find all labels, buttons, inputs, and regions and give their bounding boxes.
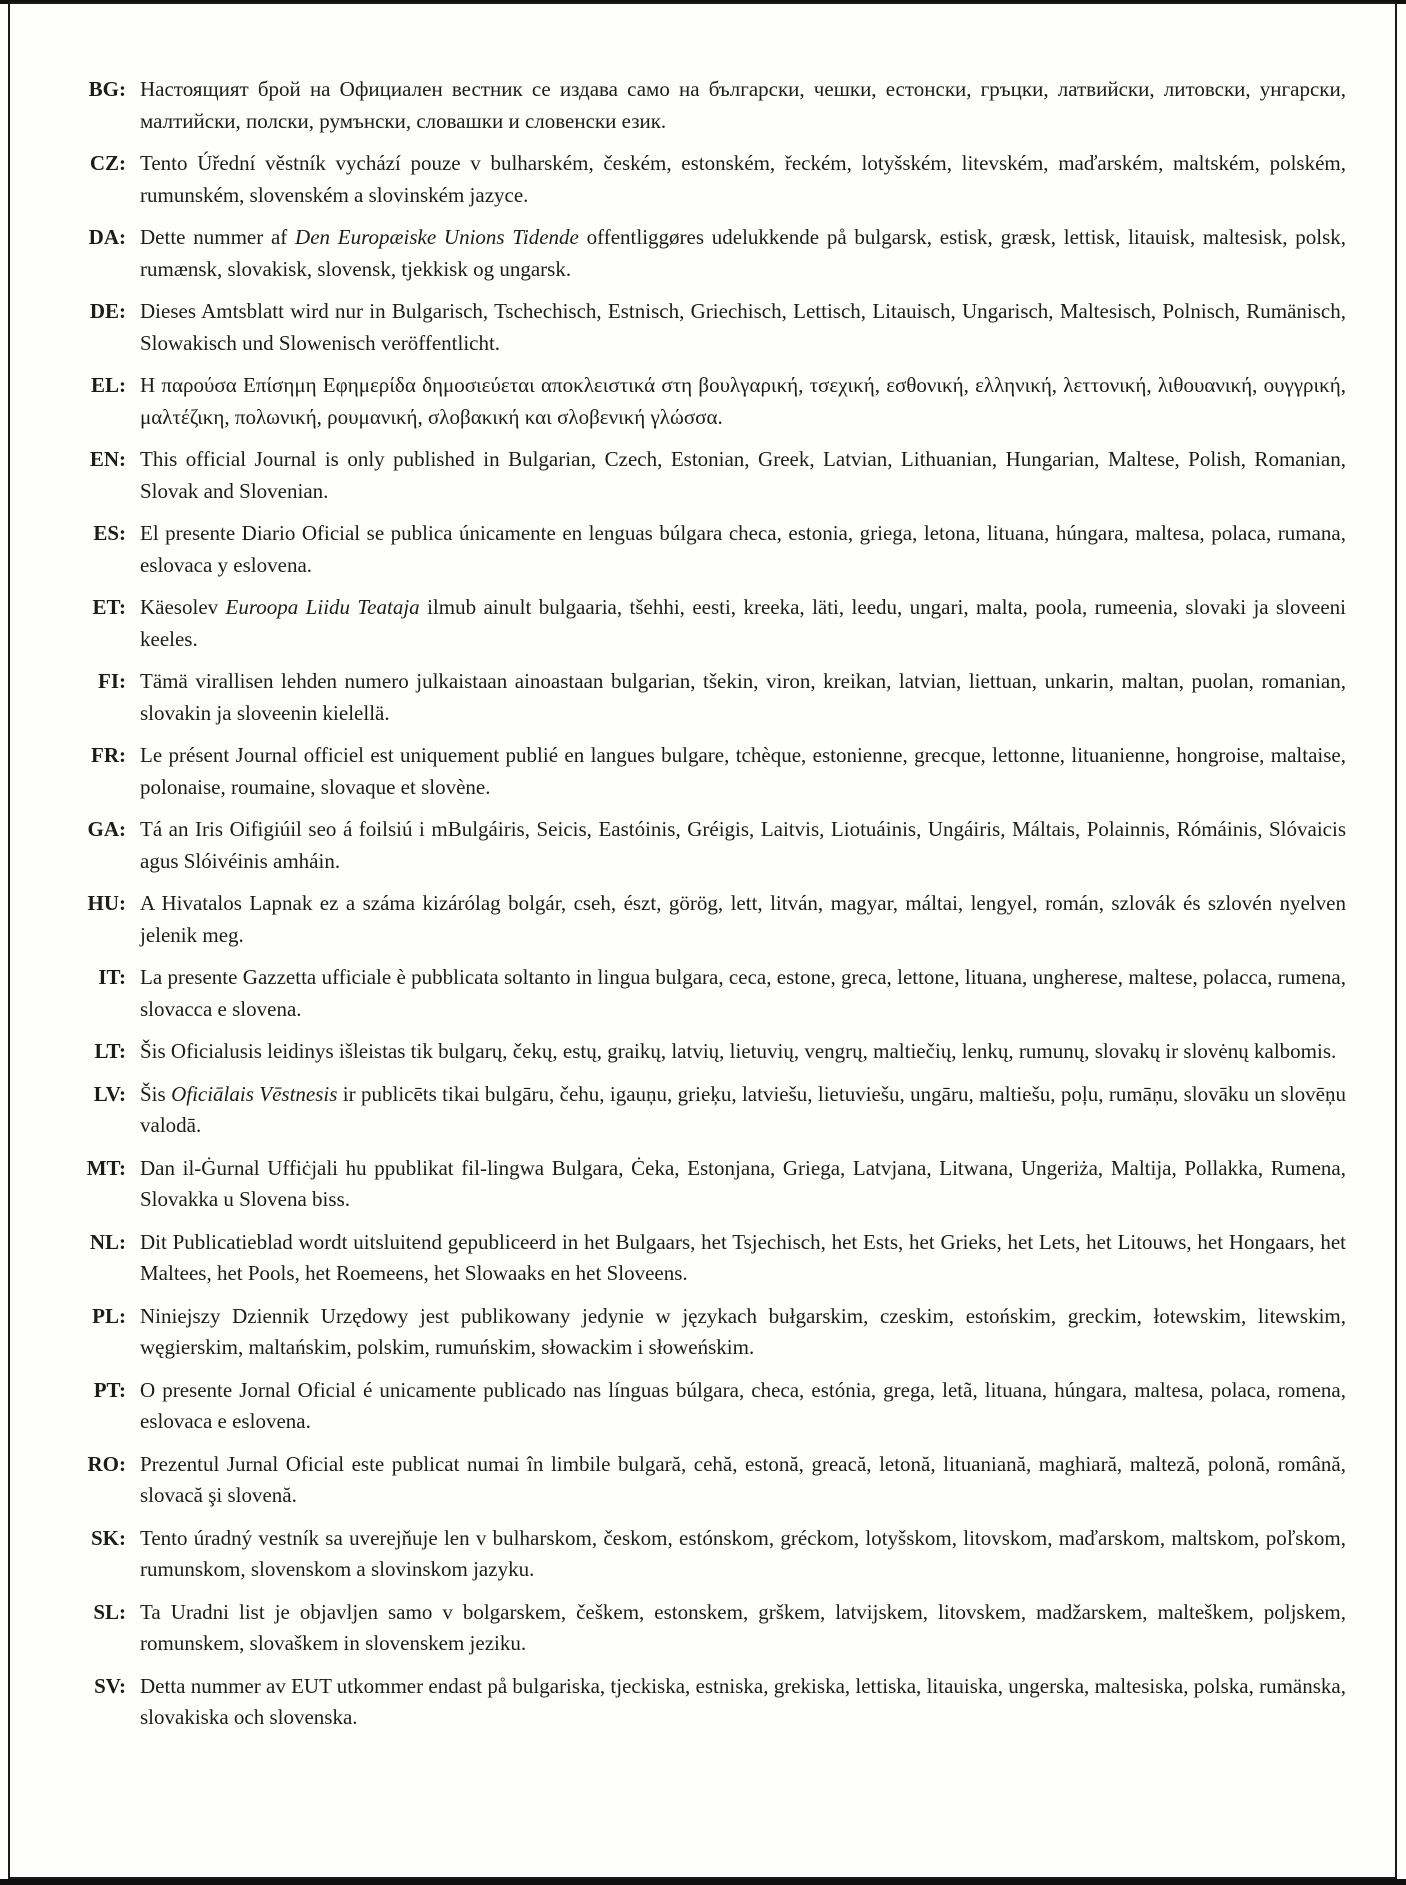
language-entry [78,148,1346,211]
language-entry [78,1523,1346,1586]
language-notice-text: Настоящият брой на Официален вестник се издава само на български, чешки, естонски, гръцки, латвийски, литовски, унгарски, малтийски, полски, румънски, словашки и словенски език. [140,77,1346,133]
language-entry [78,444,1346,507]
language-notice-text: This official Journal is only published in Bulgarian, Czech, Estonian, Greek, Latvian, Lithuanian, Hungarian, Maltese, Polish, Romanian, Slovak and Slovenian. [140,447,1346,503]
language-notice-text: Dieses Amtsblatt wird nur in Bulgarisch, Tschechisch, Estnisch, Griechisch, Lettisch, Litauisch, Ungarisch, Maltesisch, Polnisch, Rumänisch, Slowakisch und Slowenisch veröffentlicht. [140,299,1346,355]
language-notice-text: Ta Uradni list je objavljen samo v bolgarskem, češkem, estonskem, grškem, latvijskem, litovskem, madžarskem, malteškem, poljskem, romunskem, slovaškem in slovenskem jeziku. [140,1599,1346,1655]
language-notice-text: La presente Gazzetta ufficiale è pubblicata soltanto in lingua bulgara, ceca, estone, greca, lettone, lituana, ungherese, maltese, polacca, rumena, slovacca e slovena. [140,965,1346,1021]
language-notice-text: Käesolev Euroopa Liidu Teataja ilmub ainult bulgaaria, tšehhi, eesti, kreeka, läti, leedu, ungari, malta, poola, rumeenia, slovaki ja sloveeni keeles. [140,595,1346,651]
language-notice-text: A Hivatalos Lapnak ez a száma kizárólag bolgár, cseh, észt, görög, lett, litván, magyar, máltai, lengyel, román, szlovák és szlovén nyelven jelenik meg. [140,891,1346,947]
language-notice-text: Detta nummer av EUT utkommer endast på bulgariska, tjeckiska, estniska, grekiska, lettiska, litauiska, ungerska, maltesiska, polska, rumänska, slovakiska och slovenska. [140,1673,1346,1729]
scan-edge-bottom [0,1879,1406,1885]
language-notice-text: Dit Publicatieblad wordt uitsluitend gepubliceerd in het Bulgaars, het Tsjechisch, het Ests, het Grieks, het Lets, het Litouws, het Hongaars, het Maltees, het Pools, het Roemeens, het Slowaaks en het Sloveens. [140,1229,1346,1285]
language-notice-text: El presente Diario Oficial se publica únicamente en lenguas búlgara checa, estonia, griega, letona, lituana, húngara, maltesa, polaca, rumana, eslovaca y eslovena. [140,521,1346,577]
language-notice-text: Le présent Journal officiel est uniquement publié en langues bulgare, tchèque, estonienne, grecque, lettonne, lituanienne, hongroise, maltaise, polonaise, roumaine, slovaque et slovène. [140,743,1346,799]
language-entry [78,592,1346,655]
language-notice-text: Tento Úřední věstník vychází pouze v bulharském, českém, estonském, řeckém, lotyšském, litevském, maďarském, maltském, polském, rumunském, slovenském a slovinském jazyce. [140,151,1346,207]
language-code: EL: [90,373,126,397]
language-notice-text: Tämä virallisen lehden numero julkaistaan ainoastaan bulgarian, tšekin, viron, kreikan, latvian, liettuan, unkarin, maltan, puolan, romanian, slovakin ja sloveenin kielellä. [140,669,1346,725]
language-code: LT: [94,1039,126,1063]
language-code: RO: [87,1451,126,1476]
language-entry [78,740,1346,803]
language-entry [78,1597,1346,1660]
language-notice-text: Šis Oficiālais Vēstnesis ir publicēts tikai bulgāru, čehu, igauņu, grieķu, latviešu, lietuviešu, ungāru, maltiešu, poļu, rumāņu, slovāku un slovēņu valodā. [140,1081,1346,1137]
language-code: PT: [93,1377,126,1402]
language-code: FR: [91,743,126,767]
language-notice-text: Tá an Iris Oifigiúil seo á foilsiú i mBulgáiris, Seicis, Eastóinis, Gréigis, Laitvis, Liotuáinis, Ungáiris, Máltais, Polainnis, Rómáinis, Slóvaicis agus Slóivéinis amháin. [140,817,1346,873]
language-notice-text: Dan il-Ġurnal Uffiċjali hu ppublikat fil-lingwa Bulgara, Ċeka, Estonjana, Griega, Latvjana, Litwana, Ungeriża, Maltija, Pollakka, Rumena, Slovakka u Slovena biss. [140,1155,1346,1211]
language-entry [78,74,1346,137]
language-entry [78,888,1346,951]
language-code: PL: [92,1303,126,1328]
language-code: FI: [98,669,126,693]
language-entry [78,518,1346,581]
language-entry [78,1153,1346,1216]
language-code: NL: [89,1229,126,1254]
language-code: ES: [93,521,126,545]
language-entry [78,370,1346,433]
language-notice-text: Tento úradný vestník sa uverejňuje len v bulharskom, českom, estónskom, gréckom, lotyšskom, litovskom, maďarskom, maltskom, poľskom, rumunskom, slovenskom a slovinskom jazyku. [140,1525,1346,1581]
language-entry [78,1227,1346,1290]
language-code: EN: [89,447,126,471]
language-entry [78,1079,1346,1142]
language-entry [78,1301,1346,1364]
language-code: SK: [90,1525,126,1550]
language-code: GA: [87,817,126,841]
language-notice-text: Dette nummer af Den Europæiske Unions Tidende offentliggøres udelukkende på bulgarsk, estisk, græsk, lettisk, litauisk, maltesisk, polsk, rumænsk, slovakisk, slovensk, tjekkisk og ungarsk. [140,225,1346,281]
language-code: HU: [87,891,126,915]
language-notice-text: Η παρούσα Επίσημη Εφημερίδα δημοσιεύεται αποκλειστικά στη βουλγαρική, τσεχική, εσθονική, ελληνική, λεττονική, λιθουανική, ουγγρική, μαλτέζικη, πολωνική, ρουμανική, σλοβακική και σλοβενική γλώσσα. [140,373,1346,429]
language-entry [78,1375,1346,1438]
language-notice-text: Prezentul Jurnal Oficial este publicat numai în limbile bulgară, cehă, estonă, greacă, letonă, lituaniană, maghiară, malteză, polonă, română, slovacă şi slovenă. [140,1451,1346,1507]
language-entry [78,666,1346,729]
language-code: BG: [88,77,126,101]
language-notice-text: O presente Jornal Oficial é unicamente publicado nas línguas búlgara, checa, estónia, grega, letã, lituana, húngara, maltesa, polaca, romena, eslovaca e eslovena. [140,1377,1346,1433]
language-notice-text: Šis Oficialusis leidinys išleistas tik bulgarų, čekų, estų, graikų, latvių, lietuvių, vengrų, maltiečių, lenkų, rumunų, slovakų ir slovėnų kalbomis. [140,1039,1337,1063]
language-entry [78,222,1346,285]
language-entry [78,1036,1346,1068]
language-code: CZ: [89,151,126,175]
language-code: ET: [92,595,126,619]
language-notice-text: Niniejszy Dziennik Urzędowy jest publikowany jedynie w językach bułgarskim, czeskim, estońskim, greckim, łotewskim, litewskim, węgierskim, maltańskim, polskim, rumuńskim, słowackim i słoweńskim. [140,1303,1346,1359]
language-entry [78,296,1346,359]
language-code: IT: [98,965,126,989]
language-code: DA: [88,225,126,249]
language-entry [78,962,1346,1025]
language-entry [78,1449,1346,1512]
language-notice-list [78,74,1346,1745]
language-entry [78,814,1346,877]
language-code: SV: [94,1673,126,1698]
language-code: DE: [89,299,126,323]
language-entry [78,1671,1346,1734]
language-code: SL: [93,1599,126,1624]
language-code: LV: [93,1081,126,1106]
language-code: MT: [86,1155,126,1180]
